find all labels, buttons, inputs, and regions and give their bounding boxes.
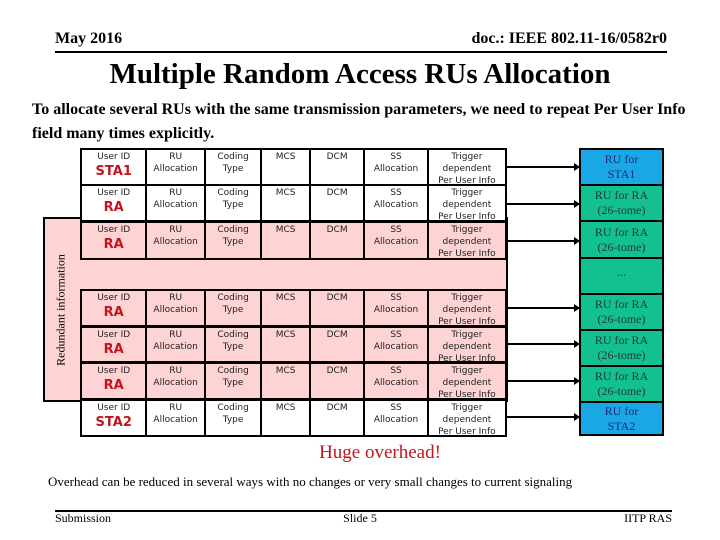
ss-allocation-label-2: Allocation xyxy=(373,305,419,315)
ru-block xyxy=(579,220,664,259)
user-id-cell xyxy=(82,223,147,258)
overhead-callout: Huge overhead! xyxy=(319,442,441,463)
ss-allocation-cell xyxy=(365,328,428,361)
coding-type-label-1: Coding xyxy=(217,403,249,413)
header-divider xyxy=(55,51,667,53)
user-id-cell xyxy=(82,328,147,361)
trigger-dependent-cell xyxy=(429,401,505,435)
trigger-label-1: Trigger xyxy=(451,188,483,198)
user-id-value: RA xyxy=(103,305,124,320)
trigger-dependent-cell xyxy=(429,328,505,361)
dcm-label: DCM xyxy=(326,188,348,198)
coding-type-cell xyxy=(206,328,262,361)
trigger-label-1: Trigger xyxy=(451,293,483,303)
ss-allocation-label-1: SS xyxy=(390,403,402,413)
user-id-value: RA xyxy=(103,342,124,357)
ru-block-line-1: RU for RA xyxy=(594,224,649,239)
mcs-label: MCS xyxy=(275,225,296,235)
ru-allocation-label-2: Allocation xyxy=(153,164,198,174)
user-id-cell xyxy=(82,150,147,184)
ss-allocation-label-1: SS xyxy=(390,366,402,376)
user-id-value: STA2 xyxy=(95,415,132,430)
user-id-cell xyxy=(82,364,147,398)
per-user-info-row xyxy=(80,221,507,260)
dcm-label: DCM xyxy=(326,330,348,340)
ru-block xyxy=(579,329,664,367)
coding-type-label-2: Type xyxy=(222,164,244,174)
ru-allocation-cell xyxy=(147,186,205,220)
coding-type-label-1: Coding xyxy=(217,152,249,162)
ru-block-line-2: (26-tome) xyxy=(597,239,646,254)
mcs-cell xyxy=(262,401,311,435)
ss-allocation-cell xyxy=(365,223,428,258)
user-id-cell xyxy=(82,186,147,220)
coding-type-cell xyxy=(206,401,262,435)
trigger-label-2: dependent xyxy=(442,200,492,210)
ru-block-line-2: STA1 xyxy=(607,167,636,181)
user-id-label: User ID xyxy=(97,366,131,376)
ru-block-line-2: (26-tome) xyxy=(597,312,646,326)
ru-allocation-label-2: Allocation xyxy=(153,415,198,425)
trigger-label-2: dependent xyxy=(442,415,492,425)
trigger-label-3: Per User Info xyxy=(438,212,496,220)
coding-type-cell xyxy=(206,291,262,325)
mcs-label: MCS xyxy=(275,330,296,340)
ss-allocation-label-1: SS xyxy=(390,330,402,340)
ru-allocation-label-1: RU xyxy=(169,330,183,340)
mcs-cell xyxy=(262,186,311,220)
coding-type-label-2: Type xyxy=(222,378,244,388)
coding-type-cell xyxy=(206,186,262,220)
ru-allocation-label-1: RU xyxy=(169,152,183,162)
trigger-label-2: dependent xyxy=(442,378,492,388)
coding-type-label-2: Type xyxy=(222,305,244,315)
mcs-label: MCS xyxy=(275,293,296,303)
ru-block-line-2: (26-tome) xyxy=(597,348,646,362)
ru-allocation-label-2: Allocation xyxy=(153,342,198,352)
mcs-cell xyxy=(262,150,311,184)
ss-allocation-label-1: SS xyxy=(390,188,402,198)
trigger-label-2: dependent xyxy=(442,164,492,174)
trigger-label-3: Per User Info xyxy=(438,354,496,361)
ru-allocation-cell xyxy=(147,150,205,184)
coding-type-label-2: Type xyxy=(222,237,244,247)
ss-allocation-label-1: SS xyxy=(390,152,402,162)
ss-allocation-label-2: Allocation xyxy=(373,378,419,388)
footer-right: IITP RAS xyxy=(624,511,672,525)
header-doc-id: doc.: IEEE 802.11-16/0582r0 xyxy=(471,30,667,47)
ss-allocation-cell xyxy=(365,291,428,325)
ru-block-line-2: (26-tome) xyxy=(597,203,646,217)
ru-block xyxy=(579,148,664,186)
ru-block xyxy=(579,365,664,403)
ru-allocation-cell xyxy=(147,401,205,435)
trigger-label-1: Trigger xyxy=(451,403,483,413)
user-id-label: User ID xyxy=(97,403,131,413)
ss-allocation-cell xyxy=(365,401,428,435)
arrow-right-icon xyxy=(507,380,579,382)
arrow-right-icon xyxy=(507,343,579,345)
trigger-label-2: dependent xyxy=(442,342,492,352)
ss-allocation-cell xyxy=(365,364,428,398)
ru-block-line-1: ... xyxy=(617,265,626,279)
ru-allocation-label-1: RU xyxy=(169,188,183,198)
dcm-cell xyxy=(311,186,365,220)
ru-allocation-cell xyxy=(147,291,205,325)
ru-block xyxy=(579,257,664,295)
arrow-right-icon xyxy=(507,166,579,168)
trigger-label-1: Trigger xyxy=(451,366,483,376)
ru-block-line-1: RU for xyxy=(604,152,639,166)
trigger-label-3: Per User Info xyxy=(438,249,496,258)
mcs-label: MCS xyxy=(275,366,296,376)
trigger-dependent-cell xyxy=(429,150,505,184)
ru-allocation-label-2: Allocation xyxy=(153,378,198,388)
header-date: May 2016 xyxy=(55,30,123,47)
arrow-right-icon xyxy=(507,416,579,418)
coding-type-label-2: Type xyxy=(222,342,244,352)
trigger-label-1: Trigger xyxy=(451,225,483,235)
coding-type-cell xyxy=(206,223,262,258)
ss-allocation-label-2: Allocation xyxy=(373,164,419,174)
ru-allocation-cell xyxy=(147,364,205,398)
dcm-label: DCM xyxy=(326,366,348,376)
coding-type-label-2: Type xyxy=(222,200,244,210)
per-user-info-row xyxy=(80,184,507,222)
ru-block-line-2: STA2 xyxy=(607,418,636,433)
dcm-cell xyxy=(311,364,365,398)
ru-block-line-1: RU for RA xyxy=(594,369,649,383)
mcs-cell xyxy=(262,364,311,398)
user-id-label: User ID xyxy=(97,152,131,162)
trigger-dependent-cell xyxy=(429,223,505,258)
coding-type-label-1: Coding xyxy=(217,225,249,235)
mcs-label: MCS xyxy=(275,152,296,162)
ru-allocation-label-1: RU xyxy=(169,403,183,413)
per-user-info-row xyxy=(80,399,507,437)
trigger-label-1: Trigger xyxy=(451,152,483,162)
ss-allocation-label-2: Allocation xyxy=(373,342,419,352)
ru-allocation-label-1: RU xyxy=(169,293,183,303)
trigger-label-1: Trigger xyxy=(451,330,483,340)
user-id-label: User ID xyxy=(97,225,131,235)
redundant-info-label: Redundant information xyxy=(53,253,68,366)
ss-allocation-label-1: SS xyxy=(390,225,402,235)
user-id-value: STA1 xyxy=(95,164,132,179)
dcm-cell xyxy=(311,328,365,361)
ru-allocation-cell xyxy=(147,328,205,361)
dcm-label: DCM xyxy=(326,152,348,162)
trigger-dependent-cell xyxy=(429,291,505,325)
per-user-info-row xyxy=(80,289,507,327)
coding-type-label-1: Coding xyxy=(217,330,249,340)
user-id-value: RA xyxy=(103,237,124,252)
mcs-cell xyxy=(262,328,311,361)
footer-left: Submission xyxy=(55,511,112,525)
dcm-cell xyxy=(311,150,365,184)
ru-block-line-1: RU for RA xyxy=(594,297,649,311)
user-id-label: User ID xyxy=(97,330,131,340)
coding-type-label-2: Type xyxy=(222,415,244,425)
user-id-cell xyxy=(82,291,147,325)
ru-allocation-label-1: RU xyxy=(169,366,183,376)
coding-type-label-1: Coding xyxy=(217,188,249,198)
user-id-cell xyxy=(82,401,147,435)
ru-allocation-label-2: Allocation xyxy=(153,237,198,247)
trigger-dependent-cell xyxy=(429,186,505,220)
ru-block-line-1: RU for xyxy=(604,403,639,418)
coding-type-label-1: Coding xyxy=(217,366,249,376)
intro-text: To allocate several RUs with the same transmission parameters, we need to repeat Per User Info field many times explicitly. xyxy=(32,101,686,142)
trigger-label-3: Per User Info xyxy=(438,390,496,398)
mcs-label: MCS xyxy=(275,403,296,413)
dcm-label: DCM xyxy=(326,403,348,413)
ru-block-line-1: RU for RA xyxy=(594,188,649,202)
mcs-cell xyxy=(262,291,311,325)
per-user-info-row xyxy=(80,326,507,363)
dcm-label: DCM xyxy=(326,293,348,303)
trigger-dependent-cell xyxy=(429,364,505,398)
ss-allocation-label-2: Allocation xyxy=(373,200,419,210)
ru-allocation-label-2: Allocation xyxy=(153,200,198,210)
slide-title: Multiple Random Access RUs Allocation xyxy=(109,58,611,90)
user-id-label: User ID xyxy=(97,188,131,198)
arrow-right-icon xyxy=(507,203,579,205)
coding-type-cell xyxy=(206,364,262,398)
ru-block xyxy=(579,293,664,331)
ss-allocation-label-2: Allocation xyxy=(373,415,419,425)
ru-allocation-cell xyxy=(147,223,205,258)
arrow-right-icon xyxy=(507,307,579,309)
trigger-label-3: Per User Info xyxy=(438,317,496,325)
trigger-label-2: dependent xyxy=(442,237,492,247)
ru-block xyxy=(579,184,664,222)
mcs-label: MCS xyxy=(275,188,296,198)
mcs-cell xyxy=(262,223,311,258)
ru-allocation-label-2: Allocation xyxy=(153,305,198,315)
ru-block-line-1: RU for RA xyxy=(594,333,649,347)
user-id-value: RA xyxy=(103,200,124,215)
ss-allocation-cell xyxy=(365,150,428,184)
trigger-label-2: dependent xyxy=(442,305,492,315)
redundant-info-label-box xyxy=(43,217,79,402)
dcm-cell xyxy=(311,291,365,325)
dcm-label: DCM xyxy=(326,225,348,235)
user-id-value: RA xyxy=(103,378,124,393)
ru-block-line-2: (26-tome) xyxy=(597,384,646,398)
coding-type-cell xyxy=(206,150,262,184)
trigger-label-3: Per User Info xyxy=(438,427,496,435)
ss-allocation-label-2: Allocation xyxy=(373,237,419,247)
arrow-right-icon xyxy=(507,240,579,242)
per-user-info-row xyxy=(80,148,507,186)
ss-allocation-label-1: SS xyxy=(390,293,402,303)
ru-block xyxy=(579,401,664,436)
dcm-cell xyxy=(311,223,365,258)
coding-type-label-1: Coding xyxy=(217,293,249,303)
dcm-cell xyxy=(311,401,365,435)
ss-allocation-cell xyxy=(365,186,428,220)
ru-allocation-label-1: RU xyxy=(169,225,183,235)
overhead-note: Overhead can be reduced in several ways with no changes or very small changes to current signaling xyxy=(48,474,573,489)
trigger-label-3: Per User Info xyxy=(438,176,496,184)
user-id-label: User ID xyxy=(97,293,131,303)
footer-slide-number: Slide 5 xyxy=(343,511,377,525)
per-user-info-row xyxy=(80,362,507,400)
